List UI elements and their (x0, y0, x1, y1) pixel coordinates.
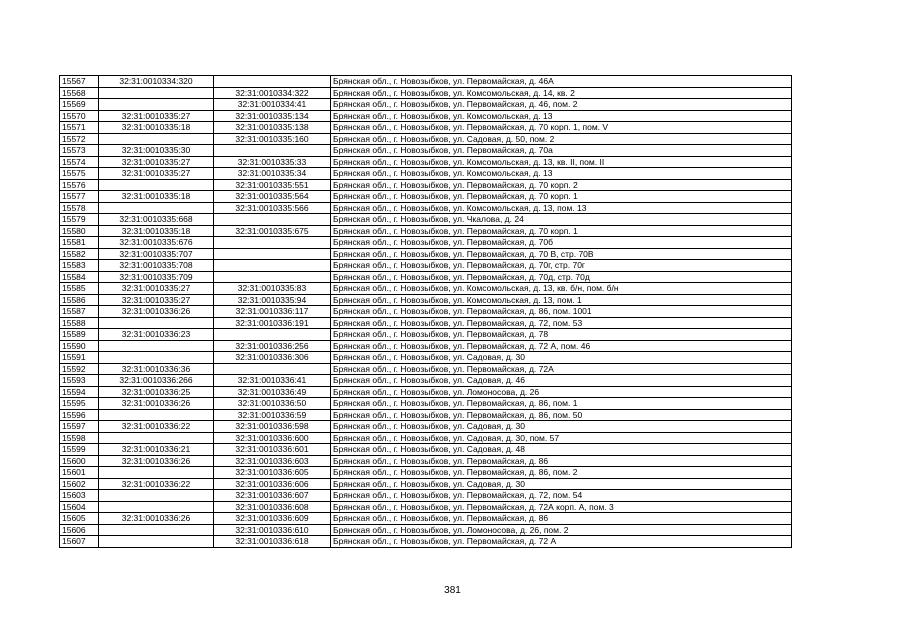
cadastral-number-cell: 32:31:0010336:256 (214, 340, 331, 352)
cadastral-number-cell (99, 524, 214, 536)
table-row (60, 317, 792, 329)
row-number-cell: 15568 (60, 87, 99, 99)
cadastral-number-cell: 32:31:0010336:49 (214, 386, 331, 398)
table-row (60, 524, 792, 536)
address-cell: Брянская обл., г. Новозыбков, ул. Первомайская, д. 72, пом. 53 (331, 317, 792, 329)
table-row (60, 421, 792, 433)
row-number-cell: 15607 (60, 536, 99, 548)
address-cell: Брянская обл., г. Новозыбков, ул. Садовая, д. 48 (331, 444, 792, 456)
cadastral-number-cell: 32:31:0010336:50 (214, 398, 331, 410)
table-row (60, 110, 792, 122)
cadastral-number-cell: 32:31:0010335:27 (99, 156, 214, 168)
cadastral-number-cell: 32:31:0010336:26 (99, 455, 214, 467)
address-cell: Брянская обл., г. Новозыбков, ул. Первомайская, д. 70 корп. 1 (331, 191, 792, 203)
table-row (60, 145, 792, 157)
cadastral-number-cell: 32:31:0010336:21 (99, 444, 214, 456)
cadastral-number-cell: 32:31:0010335:30 (99, 145, 214, 157)
cadastral-number-cell: 32:31:0010336:22 (99, 421, 214, 433)
cadastral-number-cell: 32:31:0010335:160 (214, 133, 331, 145)
address-cell: Брянская обл., г. Новозыбков, ул. Первомайская, д. 70д, стр. 70д (331, 271, 792, 283)
row-number-cell: 15604 (60, 501, 99, 513)
table-row (60, 168, 792, 180)
cadastral-number-cell: 32:31:0010335:138 (214, 122, 331, 134)
cadastral-number-cell: 32:31:0010335:33 (214, 156, 331, 168)
address-cell: Брянская обл., г. Новозыбков, ул. Садовая, д. 46 (331, 375, 792, 387)
cadastral-number-cell: 32:31:0010335:675 (214, 225, 331, 237)
cadastral-number-cell (99, 536, 214, 548)
cadastral-number-cell: 32:31:0010335:551 (214, 179, 331, 191)
table-row (60, 76, 792, 88)
address-cell: Брянская обл., г. Новозыбков, ул. Первомайская, д. 86 (331, 513, 792, 525)
table-row (60, 133, 792, 145)
cadastral-number-cell (214, 329, 331, 341)
table-row (60, 444, 792, 456)
address-cell: Брянская обл., г. Новозыбков, ул. Первомайская, д. 72 А, пом. 46 (331, 340, 792, 352)
address-cell: Брянская обл., г. Новозыбков, ул. Первомайская, д. 78 (331, 329, 792, 341)
address-cell: Брянская обл., г. Новозыбков, ул. Первомайская, д. 86 (331, 455, 792, 467)
row-number-cell: 15583 (60, 260, 99, 272)
row-number-cell: 15595 (60, 398, 99, 410)
table-row (60, 260, 792, 272)
address-cell: Брянская обл., г. Новозыбков, ул. Садовая, д. 30 (331, 352, 792, 364)
table-row (60, 202, 792, 214)
cadastral-number-cell (214, 214, 331, 226)
row-number-cell: 15603 (60, 490, 99, 502)
cadastral-number-cell (99, 87, 214, 99)
row-number-cell: 15587 (60, 306, 99, 318)
address-cell: Брянская обл., г. Новозыбков, ул. Первомайская, д. 86, пом. 50 (331, 409, 792, 421)
cadastral-number-cell: 32:31:0010336:266 (99, 375, 214, 387)
row-number-cell: 15589 (60, 329, 99, 341)
row-number-cell: 15575 (60, 168, 99, 180)
row-number-cell: 15591 (60, 352, 99, 364)
cadastral-number-cell (214, 76, 331, 88)
cadastral-number-cell: 32:31:0010335:18 (99, 191, 214, 203)
table-row (60, 271, 792, 283)
table-row (60, 501, 792, 513)
table-row (60, 225, 792, 237)
row-number-cell: 15597 (60, 421, 99, 433)
row-number-cell: 15580 (60, 225, 99, 237)
cadastral-number-cell (99, 467, 214, 479)
cadastral-number-cell: 32:31:0010335:564 (214, 191, 331, 203)
cadastral-number-cell (214, 145, 331, 157)
table-row (60, 179, 792, 191)
cadastral-number-cell: 32:31:0010335:134 (214, 110, 331, 122)
row-number-cell: 15581 (60, 237, 99, 249)
cadastral-number-cell: 32:31:0010336:36 (99, 363, 214, 375)
cadastral-number-cell (99, 133, 214, 145)
address-cell: Брянская обл., г. Новозыбков, ул. Садовая, д. 30 (331, 478, 792, 490)
cadastral-number-cell: 32:31:0010335:27 (99, 110, 214, 122)
cadastral-number-cell: 32:31:0010336:598 (214, 421, 331, 433)
address-cell: Брянская обл., г. Новозыбков, ул. Комсомольская, д. 13, пом. 13 (331, 202, 792, 214)
cadastral-number-cell: 32:31:0010335:27 (99, 168, 214, 180)
address-cell: Брянская обл., г. Новозыбков, ул. Первомайская, д. 86, пом. 1001 (331, 306, 792, 318)
cadastral-number-cell: 32:31:0010336:26 (99, 513, 214, 525)
table-row (60, 432, 792, 444)
address-cell: Брянская обл., г. Новозыбков, ул. Первомайская, д. 70 В, стр. 70В (331, 248, 792, 260)
cadastral-number-cell (214, 271, 331, 283)
cadastral-number-cell: 32:31:0010336:23 (99, 329, 214, 341)
cadastral-number-cell: 32:31:0010336:605 (214, 467, 331, 479)
cadastral-number-cell: 32:31:0010336:22 (99, 478, 214, 490)
page-number: 381 (444, 585, 461, 596)
table-row (60, 490, 792, 502)
address-cell: Брянская обл., г. Новозыбков, ул. Комсомольская, д. 13 (331, 110, 792, 122)
address-cell: Брянская обл., г. Новозыбков, ул. Первомайская, д. 86, пом. 2 (331, 467, 792, 479)
row-number-cell: 15577 (60, 191, 99, 203)
table-row (60, 87, 792, 99)
address-cell: Брянская обл., г. Новозыбков, ул. Первомайская, д. 70г, стр. 70г (331, 260, 792, 272)
cadastral-number-cell: 32:31:0010336:25 (99, 386, 214, 398)
row-number-cell: 15569 (60, 99, 99, 111)
address-cell: Брянская обл., г. Новозыбков, ул. Садовая, д. 30, пом. 57 (331, 432, 792, 444)
cadastral-number-cell (214, 248, 331, 260)
cadastral-number-cell (99, 340, 214, 352)
table-row (60, 248, 792, 260)
cadastral-number-cell (99, 409, 214, 421)
registry-table-body (60, 76, 792, 548)
row-number-cell: 15599 (60, 444, 99, 456)
table-row (60, 283, 792, 295)
row-number-cell: 15585 (60, 283, 99, 295)
cadastral-number-cell: 32:31:0010336:41 (214, 375, 331, 387)
table-row (60, 409, 792, 421)
cadastral-number-cell: 32:31:0010335:18 (99, 225, 214, 237)
address-cell: Брянская обл., г. Новозыбков, ул. Комсомольская, д. 13, кв. II, пом. II (331, 156, 792, 168)
cadastral-number-cell: 32:31:0010336:606 (214, 478, 331, 490)
cadastral-number-cell (99, 99, 214, 111)
row-number-cell: 15567 (60, 76, 99, 88)
cadastral-number-cell: 32:31:0010336:601 (214, 444, 331, 456)
row-number-cell: 15602 (60, 478, 99, 490)
cadastral-number-cell (99, 501, 214, 513)
cadastral-number-cell (99, 179, 214, 191)
cadastral-number-cell: 32:31:0010335:566 (214, 202, 331, 214)
cadastral-number-cell: 32:31:0010336:607 (214, 490, 331, 502)
table-row (60, 455, 792, 467)
cadastral-number-cell: 32:31:0010335:709 (99, 271, 214, 283)
table-row (60, 329, 792, 341)
table-row (60, 306, 792, 318)
table-row (60, 156, 792, 168)
table-row (60, 237, 792, 249)
address-cell: Брянская обл., г. Новозыбков, ул. Первомайская, д. 72А корп. А, пом. 3 (331, 501, 792, 513)
table-row (60, 99, 792, 111)
cadastral-number-cell (99, 317, 214, 329)
registry-table (59, 75, 792, 548)
address-cell: Брянская обл., г. Новозыбков, ул. Первомайская, д. 70а (331, 145, 792, 157)
row-number-cell: 15582 (60, 248, 99, 260)
row-number-cell: 15592 (60, 363, 99, 375)
table-row (60, 386, 792, 398)
cadastral-number-cell: 32:31:0010335:27 (99, 294, 214, 306)
table-row (60, 340, 792, 352)
row-number-cell: 15601 (60, 467, 99, 479)
cadastral-number-cell: 32:31:0010336:117 (214, 306, 331, 318)
address-cell: Брянская обл., г. Новозыбков, ул. Комсомольская, д. 13, кв. б/н, пом. б/н (331, 283, 792, 295)
address-cell: Брянская обл., г. Новозыбков, ул. Чкалова, д. 24 (331, 214, 792, 226)
row-number-cell: 15594 (60, 386, 99, 398)
address-cell: Брянская обл., г. Новозыбков, ул. Ломоносова, д. 26 (331, 386, 792, 398)
cadastral-number-cell: 32:31:0010335:94 (214, 294, 331, 306)
table-row (60, 536, 792, 548)
cadastral-number-cell (99, 432, 214, 444)
cadastral-number-cell: 32:31:0010334:41 (214, 99, 331, 111)
cadastral-number-cell: 32:31:0010335:668 (99, 214, 214, 226)
row-number-cell: 15573 (60, 145, 99, 157)
cadastral-number-cell: 32:31:0010336:600 (214, 432, 331, 444)
cadastral-number-cell: 32:31:0010336:191 (214, 317, 331, 329)
address-cell: Брянская обл., г. Новозыбков, ул. Первомайская, д. 70б (331, 237, 792, 249)
address-cell: Брянская обл., г. Новозыбков, ул. Первомайская, д. 70 корп. 1 (331, 225, 792, 237)
cadastral-number-cell: 32:31:0010336:59 (214, 409, 331, 421)
table-row (60, 375, 792, 387)
table-row (60, 478, 792, 490)
row-number-cell: 15574 (60, 156, 99, 168)
cadastral-number-cell: 32:31:0010336:610 (214, 524, 331, 536)
cadastral-number-cell: 32:31:0010336:306 (214, 352, 331, 364)
table-row (60, 467, 792, 479)
row-number-cell: 15606 (60, 524, 99, 536)
cadastral-number-cell (214, 237, 331, 249)
cadastral-number-cell: 32:31:0010335:34 (214, 168, 331, 180)
address-cell: Брянская обл., г. Новозыбков, ул. Садовая, д. 50, пом. 2 (331, 133, 792, 145)
cadastral-number-cell: 32:31:0010335:707 (99, 248, 214, 260)
address-cell: Брянская обл., г. Новозыбков, ул. Ломоносова, д. 26, пом. 2 (331, 524, 792, 536)
row-number-cell: 15570 (60, 110, 99, 122)
table-row (60, 294, 792, 306)
address-cell: Брянская обл., г. Новозыбков, ул. Первомайская, д. 72А (331, 363, 792, 375)
cadastral-number-cell (214, 260, 331, 272)
cadastral-number-cell: 32:31:0010335:708 (99, 260, 214, 272)
cadastral-number-cell: 32:31:0010334:320 (99, 76, 214, 88)
address-cell: Брянская обл., г. Новозыбков, ул. Садовая, д. 30 (331, 421, 792, 433)
table-row (60, 513, 792, 525)
address-cell: Брянская обл., г. Новозыбков, ул. Первомайская, д. 72, пом. 54 (331, 490, 792, 502)
cadastral-number-cell: 32:31:0010336:603 (214, 455, 331, 467)
table-row (60, 363, 792, 375)
row-number-cell: 15593 (60, 375, 99, 387)
cadastral-number-cell: 32:31:0010336:618 (214, 536, 331, 548)
row-number-cell: 15579 (60, 214, 99, 226)
address-cell: Брянская обл., г. Новозыбков, ул. Первомайская, д. 46, пом. 2 (331, 99, 792, 111)
table-row (60, 214, 792, 226)
address-cell: Брянская обл., г. Новозыбков, ул. Комсомольская, д. 13 (331, 168, 792, 180)
row-number-cell: 15586 (60, 294, 99, 306)
table-row (60, 122, 792, 134)
cadastral-number-cell (99, 202, 214, 214)
cadastral-number-cell (214, 363, 331, 375)
row-number-cell: 15571 (60, 122, 99, 134)
cadastral-number-cell: 32:31:0010335:18 (99, 122, 214, 134)
row-number-cell: 15578 (60, 202, 99, 214)
row-number-cell: 15576 (60, 179, 99, 191)
table-row (60, 191, 792, 203)
row-number-cell: 15572 (60, 133, 99, 145)
address-cell: Брянская обл., г. Новозыбков, ул. Комсомольская, д. 13, пом. 1 (331, 294, 792, 306)
cadastral-number-cell (99, 352, 214, 364)
table-row (60, 352, 792, 364)
cadastral-number-cell: 32:31:0010336:608 (214, 501, 331, 513)
row-number-cell: 15590 (60, 340, 99, 352)
row-number-cell: 15588 (60, 317, 99, 329)
cadastral-number-cell: 32:31:0010335:27 (99, 283, 214, 295)
cadastral-number-cell: 32:31:0010336:26 (99, 306, 214, 318)
row-number-cell: 15600 (60, 455, 99, 467)
row-number-cell: 15605 (60, 513, 99, 525)
row-number-cell: 15596 (60, 409, 99, 421)
address-cell: Брянская обл., г. Новозыбков, ул. Первомайская, д. 46А (331, 76, 792, 88)
table-row (60, 398, 792, 410)
address-cell: Брянская обл., г. Новозыбков, ул. Первомайская, д. 72 А (331, 536, 792, 548)
cadastral-number-cell: 32:31:0010334:322 (214, 87, 331, 99)
cadastral-number-cell: 32:31:0010335:83 (214, 283, 331, 295)
address-cell: Брянская обл., г. Новозыбков, ул. Комсомольская, д. 14, кв. 2 (331, 87, 792, 99)
row-number-cell: 15598 (60, 432, 99, 444)
cadastral-number-cell (99, 490, 214, 502)
cadastral-number-cell: 32:31:0010335:676 (99, 237, 214, 249)
address-cell: Брянская обл., г. Новозыбков, ул. Первомайская, д. 86, пом. 1 (331, 398, 792, 410)
address-cell: Брянская обл., г. Новозыбков, ул. Первомайская, д. 70 корп. 1, пом. V (331, 122, 792, 134)
row-number-cell: 15584 (60, 271, 99, 283)
cadastral-number-cell: 32:31:0010336:26 (99, 398, 214, 410)
cadastral-number-cell: 32:31:0010336:609 (214, 513, 331, 525)
address-cell: Брянская обл., г. Новозыбков, ул. Первомайская, д. 70 корп. 2 (331, 179, 792, 191)
